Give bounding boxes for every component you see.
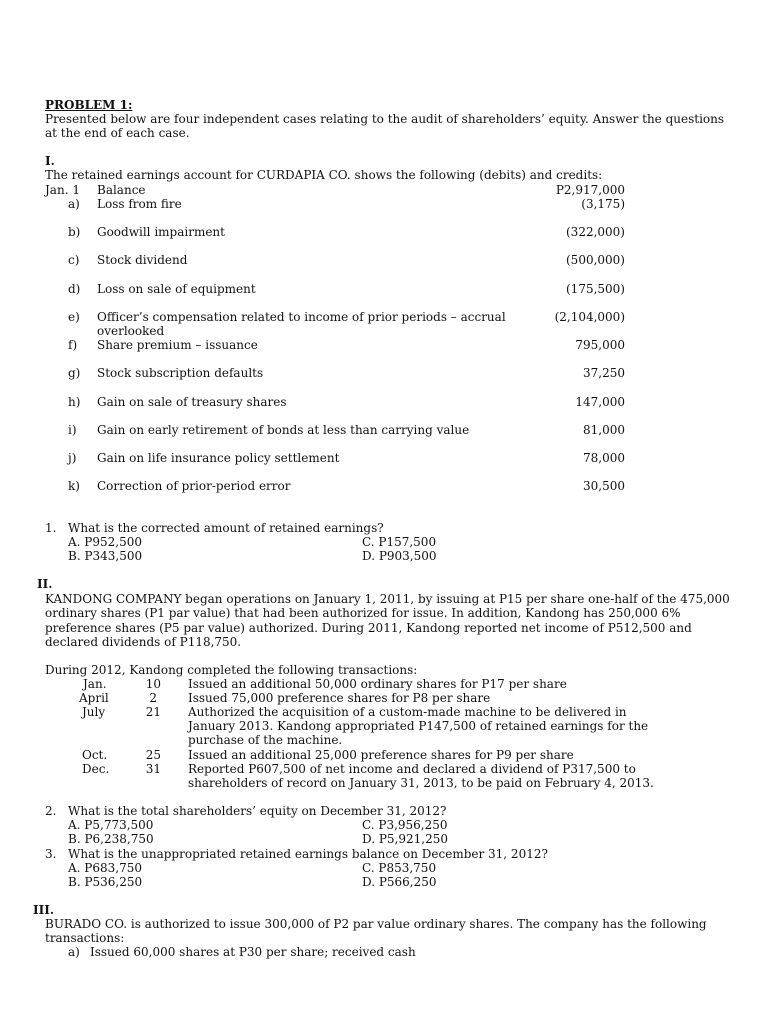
transaction-text: Authorized the acquisition of a custom-made machine to be delivered in — [188, 705, 627, 719]
item-letter: h) — [68, 395, 81, 409]
item-label: Correction of prior-period error — [97, 479, 291, 493]
transaction-text: Issued 75,000 preference shares for P8 per share — [188, 691, 491, 705]
question-number: 2. — [45, 804, 57, 818]
balance-label: Balance — [97, 183, 146, 197]
transaction-month: Dec. — [82, 762, 110, 776]
case-2-p2-lead: During 2012, Kandong completed the following transactions: — [45, 663, 418, 677]
item-letter: a) — [68, 197, 80, 211]
transaction-text-cont: shareholders of record on January 31, 2013, to be paid on February 4, 2013. — [188, 776, 654, 790]
case-3-p1-line-1: BURADO CO. is authorized to issue 300,000 of P2 par value ordinary shares. The company has the following — [45, 917, 707, 931]
transaction-day: 25 — [145, 748, 161, 762]
transaction-month: Jan. — [83, 677, 107, 691]
item-amount: 37,250 — [583, 366, 625, 380]
item-letter: i) — [68, 423, 77, 437]
choice-c: C. P157,500 — [362, 535, 437, 549]
item-amount: 81,000 — [583, 423, 625, 437]
case-3-p1-line-2: transactions: — [45, 931, 125, 945]
problem-title: PROBLEM 1: — [45, 98, 133, 112]
choice-c: C. P853,750 — [362, 861, 437, 875]
item-text: Issued 60,000 shares at P30 per share; received cash — [90, 945, 416, 959]
transaction-month: Oct. — [82, 748, 108, 762]
item-amount: 30,500 — [583, 479, 625, 493]
choice-b: B. P343,500 — [68, 549, 143, 563]
case-1-numeral: I. — [45, 154, 55, 168]
case-2-p1-line-4: declared dividends of P118,750. — [45, 635, 242, 649]
choice-d: D. P5,921,250 — [362, 832, 448, 846]
transaction-day: 10 — [145, 677, 161, 691]
item-letter: c) — [68, 253, 80, 267]
question-text: What is the unappropriated retained earnings balance on December 31, 2012? — [68, 847, 548, 861]
item-amount: 795,000 — [575, 338, 625, 352]
transaction-text: Issued an additional 50,000 ordinary shares for P17 per share — [188, 677, 567, 691]
item-letter: e) — [68, 310, 80, 324]
transaction-text: Issued an additional 25,000 preference shares for P9 per share — [188, 748, 574, 762]
item-label: Gain on early retirement of bonds at less than carrying value — [97, 423, 470, 437]
item-amount: (2,104,000) — [554, 310, 625, 324]
case-2-p1-line-3: preference shares (P5 par value) authorized. During 2011, Kandong reported net income of P512,500 and — [45, 621, 692, 635]
item-letter: d) — [68, 282, 81, 296]
choice-b: B. P536,250 — [68, 875, 143, 889]
item-amount: 78,000 — [583, 451, 625, 465]
item-label: Stock subscription defaults — [97, 366, 264, 380]
item-label-cont: overlooked — [97, 324, 165, 338]
item-label: Gain on life insurance policy settlement — [97, 451, 340, 465]
item-amount: (175,500) — [566, 282, 625, 296]
case-3-numeral: III. — [33, 903, 55, 917]
item-label: Goodwill impairment — [97, 225, 225, 239]
intro-line-1: Presented below are four independent cases relating to the audit of shareholders’ equity. Answer the questions — [45, 112, 725, 126]
item-letter: b) — [68, 225, 81, 239]
item-label: Officer’s compensation related to income of prior periods – accrual — [97, 310, 506, 324]
intro-line-2: at the end of each case. — [45, 126, 190, 140]
balance-amount: P2,917,000 — [555, 183, 625, 197]
choice-d: D. P566,250 — [362, 875, 437, 889]
transaction-text-cont: January 2013. Kandong appropriated P147,500 of retained earnings for the — [188, 719, 649, 733]
transaction-text: Reported P607,500 of net income and declared a dividend of P317,500 to — [188, 762, 636, 776]
item-letter: a) — [68, 945, 80, 959]
choice-a: A. P683,750 — [68, 861, 142, 875]
case-1-lead: The retained earnings account for CURDAPIA CO. shows the following (debits) and credits: — [45, 168, 603, 182]
case-2-p1-line-2: ordinary shares (P1 par value) that had been authorized for issue. In addition, Kandong has 250,000 6% — [45, 606, 681, 620]
transaction-month: July — [82, 705, 106, 719]
transaction-text-cont: purchase of the machine. — [188, 733, 343, 747]
question-number: 3. — [45, 847, 57, 861]
item-label: Gain on sale of treasury shares — [97, 395, 287, 409]
case-2-numeral: II. — [37, 577, 53, 591]
item-amount: 147,000 — [575, 395, 625, 409]
item-label: Share premium – issuance — [97, 338, 258, 352]
item-amount: (3,175) — [581, 197, 625, 211]
item-amount: (322,000) — [566, 225, 625, 239]
item-letter: f) — [68, 338, 78, 352]
choice-d: D. P903,500 — [362, 549, 437, 563]
balance-date: Jan. 1 — [45, 183, 80, 197]
item-letter: g) — [68, 366, 81, 380]
question-text: What is the total shareholders’ equity on December 31, 2012? — [68, 804, 447, 818]
item-amount: (500,000) — [566, 253, 625, 267]
question-text: What is the corrected amount of retained earnings? — [68, 521, 384, 535]
transaction-day: 2 — [149, 691, 157, 705]
choice-b: B. P6,238,750 — [68, 832, 154, 846]
transaction-day: 31 — [145, 762, 161, 776]
choice-c: C. P3,956,250 — [362, 818, 448, 832]
question-number: 1. — [45, 521, 57, 535]
transaction-day: 21 — [145, 705, 161, 719]
item-label: Loss on sale of equipment — [97, 282, 256, 296]
item-label: Loss from fire — [97, 197, 182, 211]
transaction-month: April — [79, 691, 109, 705]
case-2-p1-line-1: KANDONG COMPANY began operations on January 1, 2011, by issuing at P15 per share one-half of the 475,000 — [45, 592, 730, 606]
item-letter: j) — [68, 451, 77, 465]
choice-a: A. P5,773,500 — [68, 818, 154, 832]
item-letter: k) — [68, 479, 80, 493]
item-label: Stock dividend — [97, 253, 188, 267]
choice-a: A. P952,500 — [68, 535, 142, 549]
